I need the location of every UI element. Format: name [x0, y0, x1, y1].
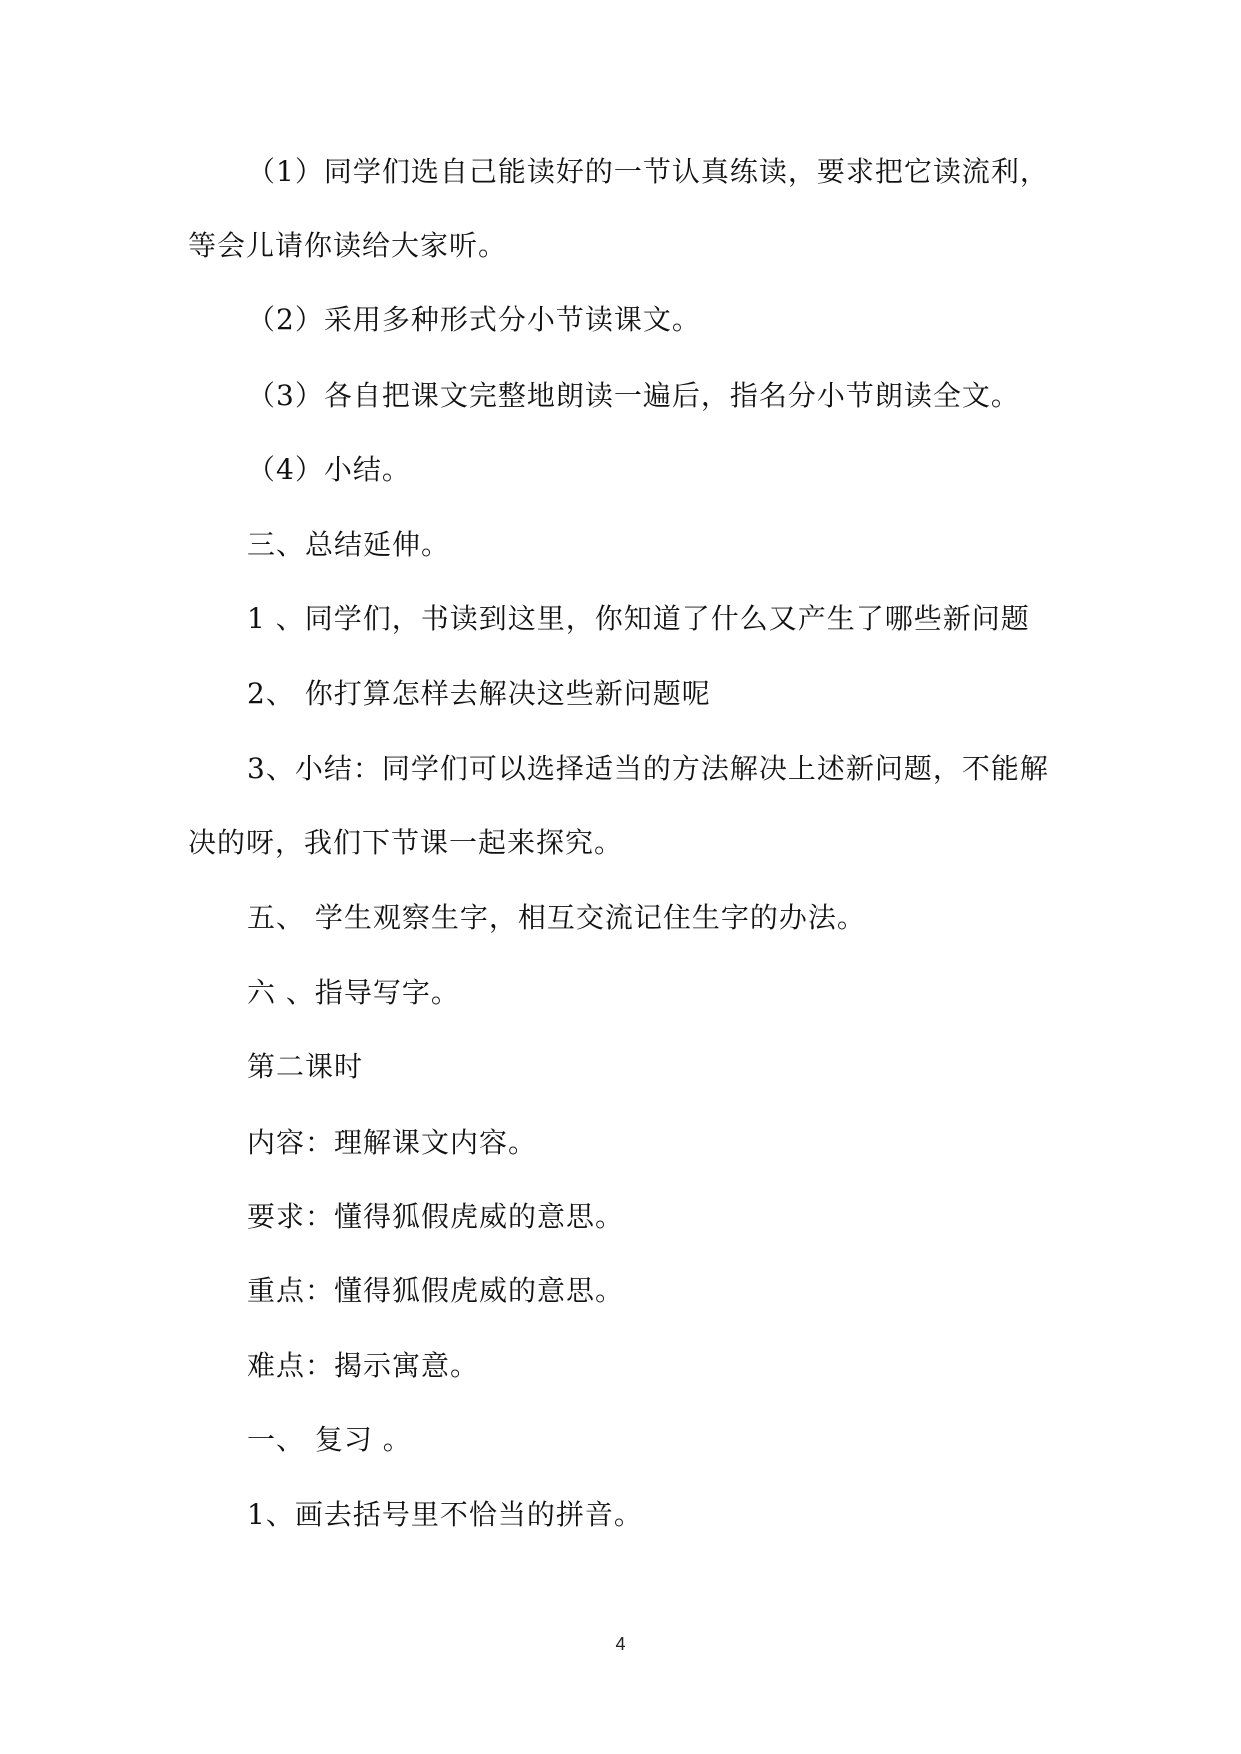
paragraph-line: 要求：懂得狐假虎威的意思。	[247, 1200, 625, 1233]
page-number: 4	[615, 1634, 626, 1654]
paragraph-line: 内容：理解课文内容。	[247, 1126, 538, 1159]
paragraph-line: （4）小结。	[247, 453, 411, 486]
paragraph-line: （2）采用多种形式分小节读课文。	[247, 303, 701, 336]
section-heading: 五、 学生观察生字，相互交流记住生字的办法。	[247, 901, 866, 934]
section-heading: 一、 复习 。	[247, 1423, 412, 1456]
paragraph-line: 重点：懂得狐假虎威的意思。	[247, 1274, 625, 1307]
paragraph-line: （1）同学们选自己能读好的一节认真练读，要求把它读流利，	[247, 155, 1049, 188]
paragraph-line: 3、小结：同学们可以选择适当的方法解决上述新问题，不能解	[247, 752, 1049, 785]
lesson-title: 第二课时	[247, 1050, 364, 1083]
paragraph-line: 2、 你打算怎样去解决这些新问题呢	[247, 677, 711, 710]
paragraph-line: 1 、同学们，书读到这里，你知道了什么又产生了哪些新问题	[247, 602, 1030, 635]
section-heading: 三、总结延伸。	[247, 528, 451, 561]
paragraph-line: 决的呀，我们下节课一起来探究。	[188, 826, 624, 859]
section-heading: 六 、指导写字。	[247, 976, 460, 1009]
paragraph-line: 等会儿请你读给大家听。	[188, 229, 508, 262]
paragraph-line: （3）各自把课文完整地朗读一遍后，指名分小节朗读全文。	[247, 379, 1020, 412]
paragraph-line: 1、画去括号里不恰当的拼音。	[247, 1498, 643, 1531]
paragraph-line: 难点：揭示寓意。	[247, 1349, 480, 1382]
